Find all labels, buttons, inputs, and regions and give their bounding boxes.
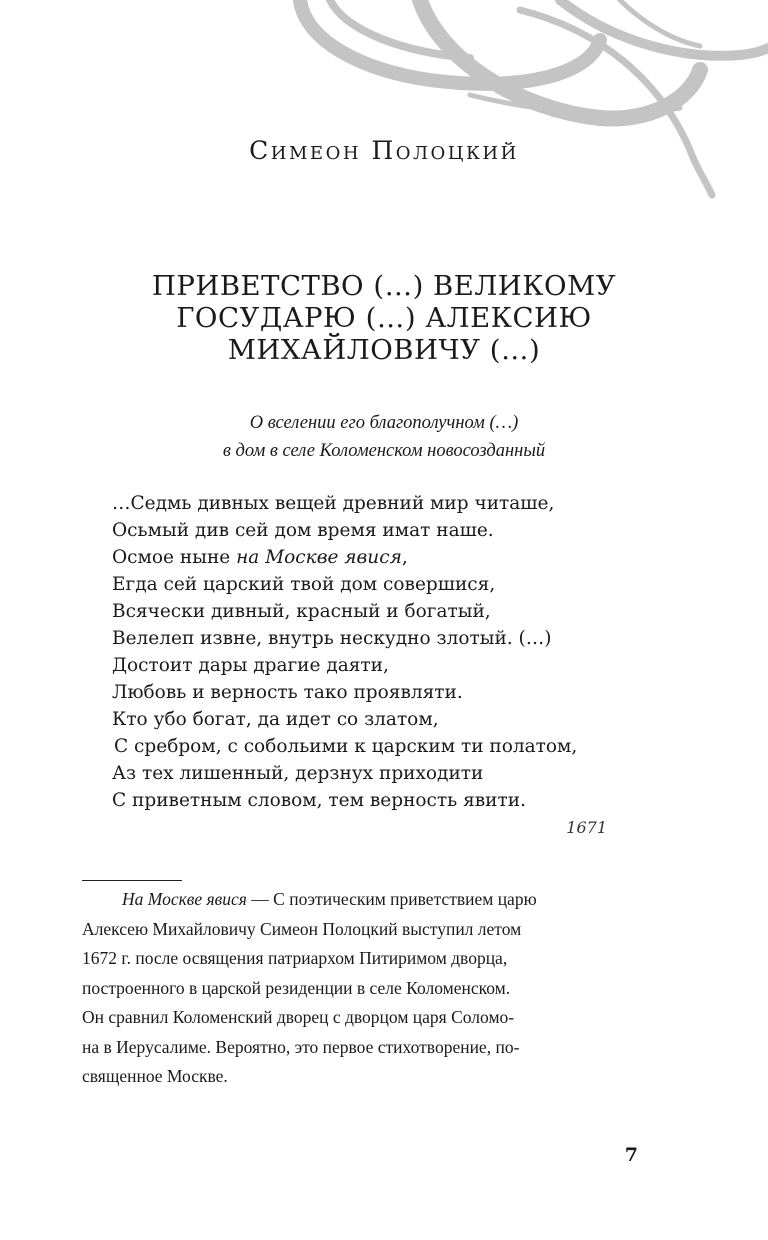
title-line-1: ПРИВЕТСТВО (…) ВЕЛИКОМУ: [151, 270, 617, 302]
poem-line: Осьмый див сей дом время имат наше.: [112, 520, 494, 541]
poem-line: Любовь и верность тако проявляти.: [112, 682, 463, 703]
subtitle-line-2: в дом в селе Коломенском новосозданный: [222, 441, 546, 461]
footnote-line: священное Москве.: [82, 1066, 228, 1086]
poem-line-italic: на Москве явися: [236, 547, 402, 568]
poem-subtitle: [100, 409, 668, 465]
poem-line: С приветным словом, тем верность явити.: [112, 790, 526, 811]
poem-line: …Седмь дивных вещей древний мир читаше,: [112, 493, 555, 514]
author-name: Симеон Полоцкий: [249, 136, 519, 165]
poem-title: [100, 270, 668, 366]
poem-line-text: Осмое ныне: [112, 547, 237, 568]
footnote-text: — С поэтическим приветствием царю: [246, 889, 537, 909]
footnote-line: Алексею Михайловичу Симеон Полоцкий выступил летом: [82, 918, 522, 939]
poem-line: Всячески дивный, красный и богатый,: [112, 601, 491, 622]
footnote-line: построенного в царской резиденции в селе Коломенском.: [82, 977, 511, 998]
poem-line: Достоит дары драгие даяти,: [112, 655, 389, 676]
poem-date: 1671: [566, 818, 607, 837]
poem-line: Егда сей царский твой дом совершися,: [112, 574, 496, 595]
poem-line: Велелеп извне, внутрь нескудно злотый. (…): [112, 628, 552, 649]
poem-line: С сребром, с собольими к царским ти полатом,: [114, 736, 578, 757]
footnote: [82, 885, 638, 1092]
page-number: 7: [624, 1144, 638, 1166]
poem-body: [112, 490, 672, 814]
poem-line: Кто убо богат, да идет со златом,: [112, 709, 439, 730]
poem-line: [112, 544, 672, 571]
title-line-2: ГОСУДАРЮ (…) АЛЕКСИЮ: [176, 302, 592, 334]
footnote-term: На Москве явися: [122, 889, 247, 909]
title-line-3: МИХАЙЛОВИЧУ (…): [227, 334, 541, 366]
footnote-separator: [82, 880, 182, 881]
footnote-line: на в Иерусалиме. Вероятно, это первое стихотворение, по-: [82, 1036, 520, 1057]
subtitle-line-1: О вселении его благополучном (…): [249, 413, 519, 433]
poem-line-punct: ,: [401, 547, 408, 568]
poem-line: Аз тех лишенный, дерзнух приходити: [112, 763, 484, 784]
footnote-line: [82, 885, 638, 915]
footnote-line: 1672 г. после освящения патриархом Питиримом дворца,: [82, 948, 508, 968]
decorative-flourish-ornament: [0, 0, 768, 200]
footnote-line: Он сравнил Коломенский дворец с дворцом царя Соломо-: [82, 1007, 515, 1027]
